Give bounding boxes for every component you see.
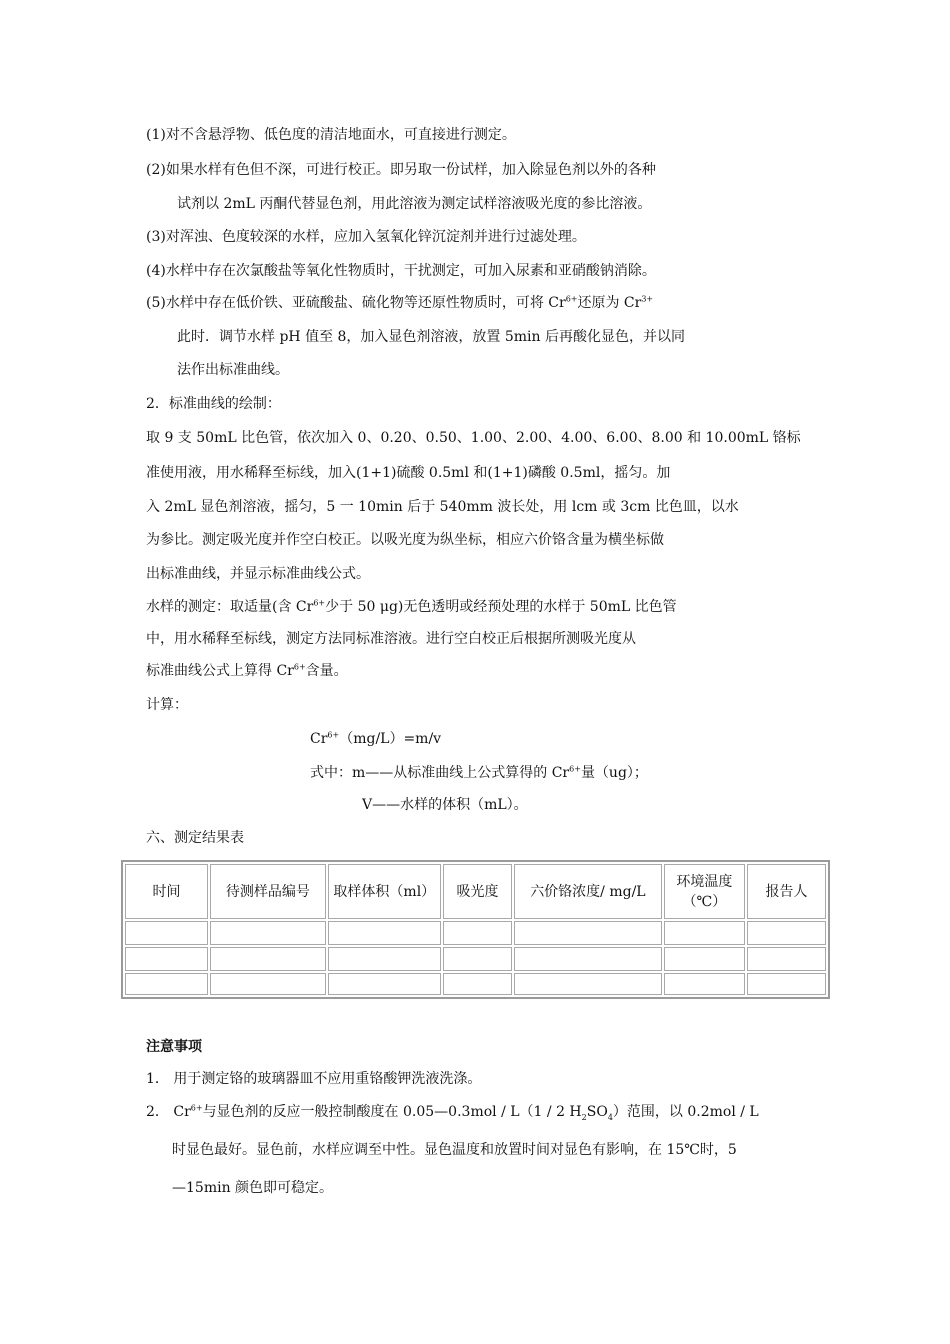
table-header-cell: 六价铬浓度/ mg/L [514,864,662,919]
text-line: 试剂以 2mL 丙酮代替显色剂，用此溶液为测定试样溶液吸光度的参比溶液。 [177,196,652,212]
table-cell[interactable] [328,947,441,971]
text-segment: SO [586,1104,608,1120]
formula [310,729,441,749]
section-heading: 2．标准曲线的绘制： [146,396,281,412]
table-cell[interactable] [443,921,512,945]
superscript: 6+ [313,598,326,608]
text-line: 此时．调节水样 pH 值至 8，加入显色剂溶液，放置 5min 后再酸化显色，并以同 [177,329,686,345]
text-segment: 少于 50 μg)无色透明或经预处理的水样于 50mL 比色管 [325,599,677,615]
table-header-line: （℃） [682,893,727,910]
table-header-line: 环境温度 [676,873,733,890]
text-segment: （mg/L）=m/v [339,731,442,747]
note-item: 时显色最好。显色前，水样应调至中性。显色温度和放置时间对显色有影响，在 15℃时，5 [172,1142,737,1158]
superscript: 6+ [327,730,340,740]
superscript: 6+ [565,294,578,304]
note-item [146,1102,759,1122]
text-segment: 含量。 [305,663,348,679]
table-cell[interactable] [514,921,662,945]
table-cell[interactable] [210,973,326,995]
table-header-cell: 报告人 [747,864,826,919]
superscript: 6+ [569,764,581,774]
table-header-cell: 取样体积（ml） [328,864,441,919]
table-cell[interactable] [125,947,208,971]
table-row [125,947,826,971]
text-segment: 还原为 Cr [577,295,642,311]
table-cell[interactable] [664,921,745,945]
table-row [125,921,826,945]
note-item: 1． 用于测定铬的玻璃器皿不应用重铬酸钾洗液洗涤。 [146,1071,482,1087]
text-line: 准使用液，用水稀释至标线，加入(1+1)硫酸 0.5ml 和(1+1)磷酸 0.5ml，摇匀。加 [146,465,671,481]
table-cell[interactable] [747,947,826,971]
table-cell[interactable] [328,921,441,945]
table-header-cell: 吸光度 [443,864,512,919]
table-cell[interactable] [125,921,208,945]
text-segment: (5)水样中存在低价铁、亚硫酸盐、硫化物等还原性物质时，可将 Cr [146,295,566,311]
text-line: (4)水样中存在次氯酸盐等氧化性物质时，干扰测定，可加入尿素和亚硝酸钠消除。 [146,263,656,279]
text-line: 为参比。测定吸光度并作空白校正。以吸光度为纵坐标，相应六价铬含量为横坐标做 [146,532,664,548]
text-line: (1)对不含悬浮物、低色度的清洁地面水，可直接进行测定。 [146,127,516,143]
table-cell[interactable] [664,973,745,995]
formula-legend: V——水样的体积（mL）。 [362,797,528,813]
formula-legend [310,763,648,783]
text-line [146,661,348,681]
text-segment: 2． Cr [146,1104,191,1120]
table-row [125,973,826,995]
text-line: 出标准曲线，并显示标准曲线公式。 [146,566,370,582]
text-line: (2)如果水样有色但不深，可进行校正。即另取一份试样，加入除显色剂以外的各种 [146,162,656,178]
table-cell[interactable] [747,973,826,995]
superscript: 6+ [190,1103,203,1113]
text-segment: 标准曲线公式上算得 Cr [146,663,294,679]
table-header-cell: 时间 [125,864,208,919]
table-cell[interactable] [210,947,326,971]
superscript: 3+ [641,294,654,304]
subscript: 4 [607,1112,613,1122]
text-line: 取 9 支 50mL 比色管，依次加入 0、0.20、0.50、1.00、2.00、4.00、6.00、8.00 和 10.00mL 铬标 [146,430,801,446]
text-line: 计算： [146,697,188,713]
table-cell[interactable] [210,921,326,945]
table-cell[interactable] [443,947,512,971]
text-segment: 量（ug）； [580,765,648,781]
text-segment: Cr [310,731,328,747]
text-segment: 式中：m——从标准曲线上公式算得的 Cr [310,765,570,781]
text-segment: ）范围，以 0.2mol / L [612,1104,759,1120]
results-table [121,860,830,999]
table-cell[interactable] [125,973,208,995]
section-heading: 六、测定结果表 [146,830,244,846]
text-segment: 与显色剂的反应一般控制酸度在 0.05—0.3mol / L（1 / 2 H [202,1104,582,1120]
note-item: —15min 颜色即可稳定。 [172,1180,334,1196]
notes-title: 注意事项 [146,1039,202,1055]
table-cell[interactable] [514,947,662,971]
table-cell[interactable] [328,973,441,995]
text-line [146,597,677,617]
text-line: 中，用水稀释至标线，测定方法同标准溶液。进行空白校正后根据所测吸光度从 [146,631,636,647]
text-line: (3)对浑浊、色度较深的水样，应加入氢氧化锌沉淀剂并进行过滤处理。 [146,229,586,245]
table-cell[interactable] [664,947,745,971]
table-cell[interactable] [747,921,826,945]
table-header-cell: 待测样品编号 [210,864,326,919]
table-header-row [125,864,826,919]
table-header-cell [664,864,745,919]
text-line: 入 2mL 显色剂溶液，摇匀，5 一 10min 后于 540mm 波长处，用 lcm 或 3cm 比色皿，以水 [146,499,739,515]
subscript: 2 [581,1112,587,1122]
text-line: 法作出标准曲线。 [177,362,289,378]
table-cell[interactable] [514,973,662,995]
superscript: 6+ [293,662,306,672]
text-segment: 水样的测定：取适量(含 Cr [146,599,314,615]
text-line [146,293,653,313]
table-cell[interactable] [443,973,512,995]
